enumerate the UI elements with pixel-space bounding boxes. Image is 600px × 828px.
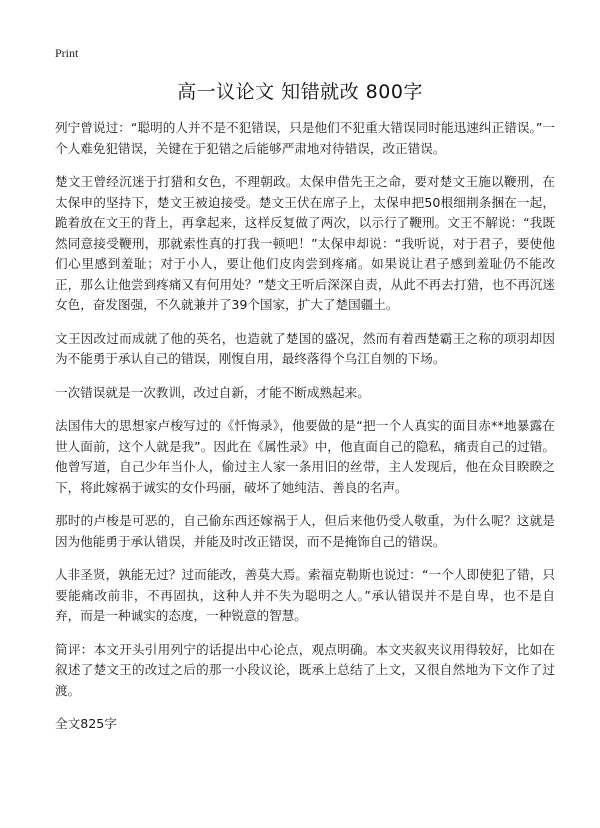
paragraph-commentary: 简评：本文开头引用列宁的话提出中心论点，观点明确。本文夹叙夹议用得较好，比如在叙述了楚文王的改过之后的那一小段议论，既承上总结了上文，又很自然地为下文作了过渡。 (55, 641, 555, 698)
article-body (55, 118, 555, 734)
print-link[interactable]: Print (55, 46, 79, 60)
paragraph-conclusion: 人非圣贤，孰能无过？过而能改，善莫大焉。索福克勒斯也说过：“一个人即使犯了错，只要能痛改前非，不再固执，这种人并不失为聪明之人。”承认错误并不是自卑，也不是自弃，而是一种诚实的态度，一种锐意的智慧。 (55, 567, 555, 623)
paragraph-xiang-yu: 文王因改过而成就了他的英名，也造就了楚国的盛况，然而有着西楚霸王之称的项羽却因为不能勇于承认自己的错误，刚愎自用，最终落得个乌江自刎的下场。 (55, 330, 555, 366)
word-count: 全文825字 (55, 716, 117, 731)
paragraph-lesson: 一次错误就是一次教训，改过自新，才能不断成熟起来。 (55, 384, 370, 400)
page-title: 高一议论文 知错就改 800字 (177, 81, 423, 103)
paragraph-lenin-quote: 列宁曾说过：“聪明的人并不是不犯错误，只是他们不犯重大错误同时能迅速纠正错误。”一个人难免犯错误，关键在于犯错之后能够严肃地对待错误，改正错误。 (55, 120, 555, 156)
paragraph-rousseau: 法国伟大的思想家卢梭写过的《忏悔录》，他要做的是“把一个人真实的面目赤**地暴露在世人面前，这个人就是我”。因此在《属性录》中，他直面自己的隐私，痛责自己的过错。他曾写道，自己少年当仆人，偷过主人家一条用旧的丝带，主人发现后，他在众目睽睽之下，将此嫁祸于诚实的女仆玛丽，破坏了她纯洁、善良的名声。 (55, 418, 555, 495)
paragraph-king-wen-story: 楚文王曾经沉迷于打猎和女色，不理朝政。太保申借先王之命，要对楚文王施以鞭刑，在太保申的坚持下，楚文王被迫接受。楚文王伏在席子上，太保申把50根细荆条捆在一起，跪着放在文王的背上，再拿起来，这样反复做了两次，以示行了鞭刑。文王不解说：“我既然同意接受鞭刑，那就索性真的打我一顿吧！”太保申却说：“我听说，对于君子，要使他们心里感到羞耻；对于小人，要让他们皮肉尝到疼痛。如果说让君子感到羞耻仍不能改正，那么让他尝到疼痛又有何用处？”楚文王听后深深自责，从此不再去打猎，也不再沉迷女色，奋发图强，不久就兼并了39个国家，扩大了楚国疆土。 (55, 174, 555, 312)
paragraph-rousseau-reflection: 那时的卢梭是可恶的，自己偷东西还嫁祸于人，但后来他仍受人敬重，为什么呢？这就是因为他能勇于承认错误，并能及时改正错误，而不是掩饰自己的错误。 (55, 513, 555, 549)
